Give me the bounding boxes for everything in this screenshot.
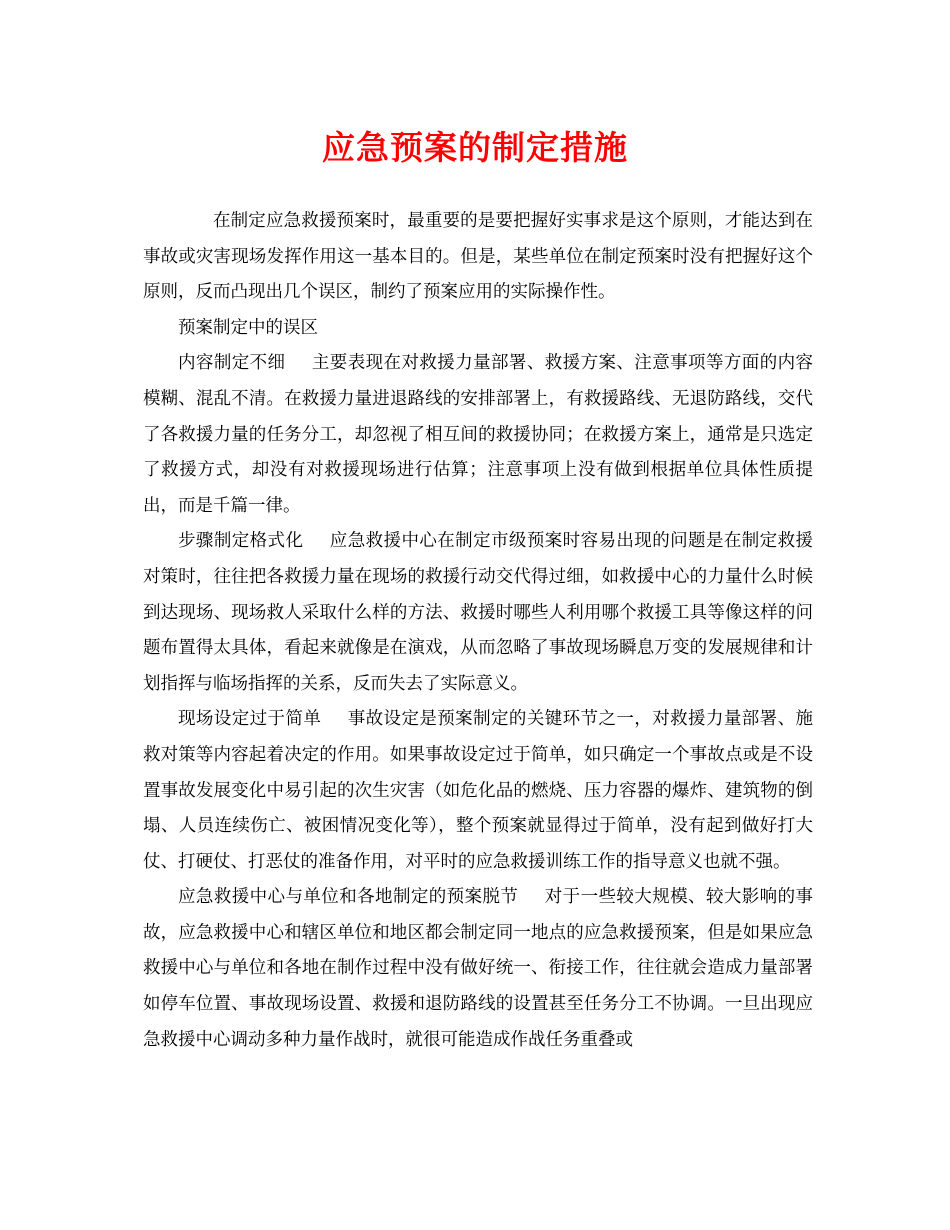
- section-heading-misconceptions: [143, 311, 813, 347]
- paragraph-text: 预案制定中的误区: [178, 317, 318, 338]
- document-title: 应急预案的制定措施: [322, 128, 628, 167]
- document-body: [143, 204, 813, 1058]
- paragraph-text: 事故设定是预案制定的关键环节之一，对救援力量部署、施救对策等内容起着决定的作用。如果事故设定过于简单，如只确定一个事故点或是不设置事故发展变化中易引起的次生灾害（如危化品的燃烧、压力容器的爆炸、建筑物的倒塌、人员连续伤亡、被困情况变化等），整个预案就显得过于简单，没有起到做好打大仗、打硬仗、打恶仗的准备作用，对平时的应急救援训练工作的指导意义也就不强。: [143, 709, 814, 872]
- paragraph-text: 应急救援中心在制定市级预案时容易出现的问题是在制定救援对策时，往往把各救援力量在现场的救援行动交代得过细，如救援中心的力量什么时候到达现场、现场救人采取什么样的方法、救援时哪些人利用哪个救援工具等像这样的问题布置得太具体，看起来就像是在演戏，从而忽略了事故现场瞬息万变的发展规律和计划指挥与临场指挥的关系，反而失去了实际意义。: [143, 531, 814, 694]
- paragraph-formatted-steps: [143, 524, 813, 702]
- paragraph-scene-too-simple: [143, 702, 813, 880]
- paragraph-text: 在制定应急救援预案时，最重要的是要把握好实事求是这个原则，才能达到在事故或灾害现场发挥作用这一基本目的。但是，某些单位在制定预案时没有把握好这个原则，反而凸现出几个误区，制约了预案应用的实际操作性。: [143, 211, 813, 303]
- paragraph-plans-disconnected: [143, 880, 813, 1058]
- inline-heading: 现场设定过于简单: [178, 709, 322, 730]
- inline-heading: 步骤制定格式化: [178, 531, 304, 552]
- paragraph-text: 主要表现在对救援力量部署、救援方案、注意事项等方面的内容模糊、混乱不清。在救援力量进退路线的安排部署上，有救援路线、无退防路线，交代了各救援力量的任务分工，却忽视了相互间的救援协同；在救援方案上，通常是只选定了救援方式，却没有对救援现场进行估算；注意事项上没有做到根据单位具体性质提出，而是千篇一律。: [143, 353, 814, 516]
- paragraph-content-not-detailed: [143, 346, 813, 524]
- inline-heading: 内容制定不细: [178, 353, 286, 374]
- paragraph-intro: [143, 204, 813, 311]
- inline-heading: 应急救援中心与单位和各地制定的预案脱节: [178, 887, 519, 908]
- paragraph-text: 对于一些较大规模、较大影响的事故，应急救援中心和辖区单位和地区都会制定同一地点的应急救援预案，但是如果应急救援中心与单位和各地在制作过程中没有做好统一、衔接工作，往往就会造成力量部署如停车位置、事故现场设置、救援和退防路线的设置甚至任务分工不协调。一旦出现应急救援中心调动多种力量作战时，就很可能造成作战任务重叠或: [143, 887, 814, 1050]
